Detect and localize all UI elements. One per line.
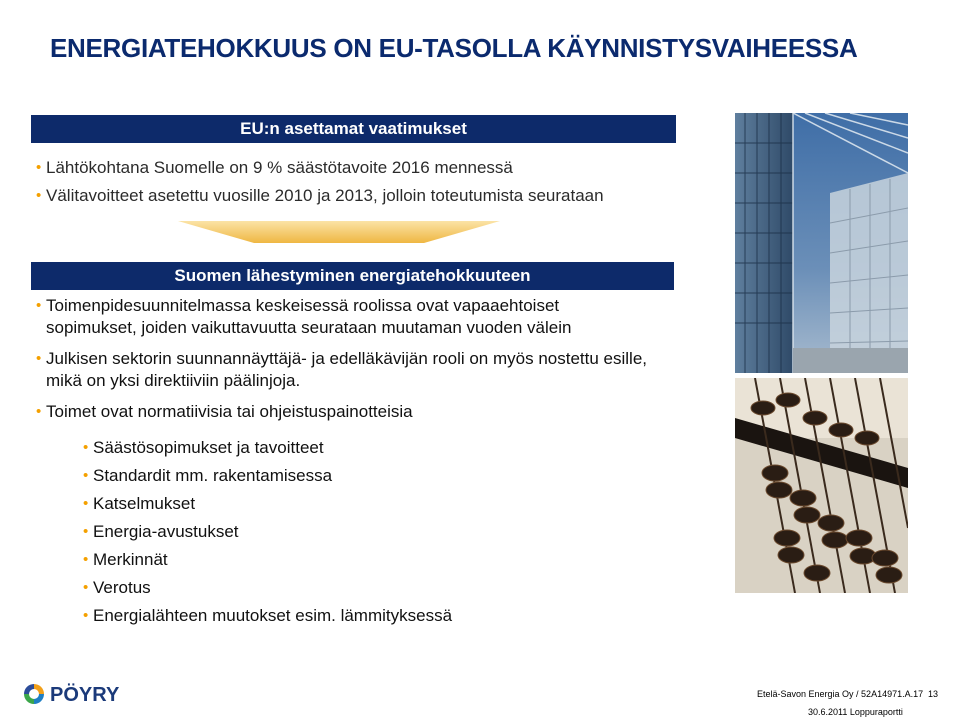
list-item-line: Toimenpidesuunnitelmassa keskeisessä roolissa ovat vapaaehtoiset [46,296,560,315]
list-item [36,401,736,423]
footer-date: 30.6.2011 Loppuraportti [808,707,903,717]
list-item-line: Julkisen sektorin suunnannäyttäjä- ja edelläkävijän rooli on myös nostettu esille, [46,349,648,368]
poyry-logo-mark-icon [24,684,44,704]
abacus-photo [735,378,908,593]
list-item: • Katselmukset [83,493,452,515]
list-item-line: Toimet ovat normatiivisia tai ohjeistuspainotteisia [46,402,413,421]
finland-approach-list [36,295,736,432]
list-item [36,348,736,392]
svg-text:PÖYRY: PÖYRY [50,684,120,706]
list-item: • Lähtökohtana Suomelle on 9 % säästötavoite 2016 mennessä [36,157,604,179]
footer-page-number: 13 [928,689,939,699]
list-item [36,295,736,339]
down-arrow-icon [178,221,500,243]
list-item: • Säästösopimukset ja tavoitteet [83,437,452,459]
section-banner-finland-approach: Suomen lähestyminen energiatehokkuuteen [31,262,674,290]
footer-company: Etelä-Savon Energia Oy / 52A14971.A.17 [757,689,924,699]
building-atrium-photo [735,113,908,373]
list-item-line: mikä on yksi direktiiviin päälinjoja. [46,371,301,390]
list-item: • Verotus [83,577,452,599]
poyry-logo [22,682,142,711]
measures-sublist [83,437,452,633]
slide-title: ENERGIATEHOKKUUS ON EU-TASOLLA KÄYNNISTYSVAIHEESSA [50,33,858,63]
list-item: • Välitavoitteet asetettu vuosille 2010 ja 2013, jolloin toteutumista seurataan [36,185,604,207]
eu-requirements-list [36,157,604,213]
list-item: • Energialähteen muutokset esim. lämmityksessä [83,605,452,627]
list-item-line: sopimukset, joiden vaikuttavuutta seurataan muutaman vuoden välein [46,318,572,337]
list-item: • Merkinnät [83,549,452,571]
list-item: • Standardit mm. rakentamisessa [83,465,452,487]
list-item: • Energia-avustukset [83,521,452,543]
section-banner-eu-requirements: EU:n asettamat vaatimukset [31,115,676,143]
